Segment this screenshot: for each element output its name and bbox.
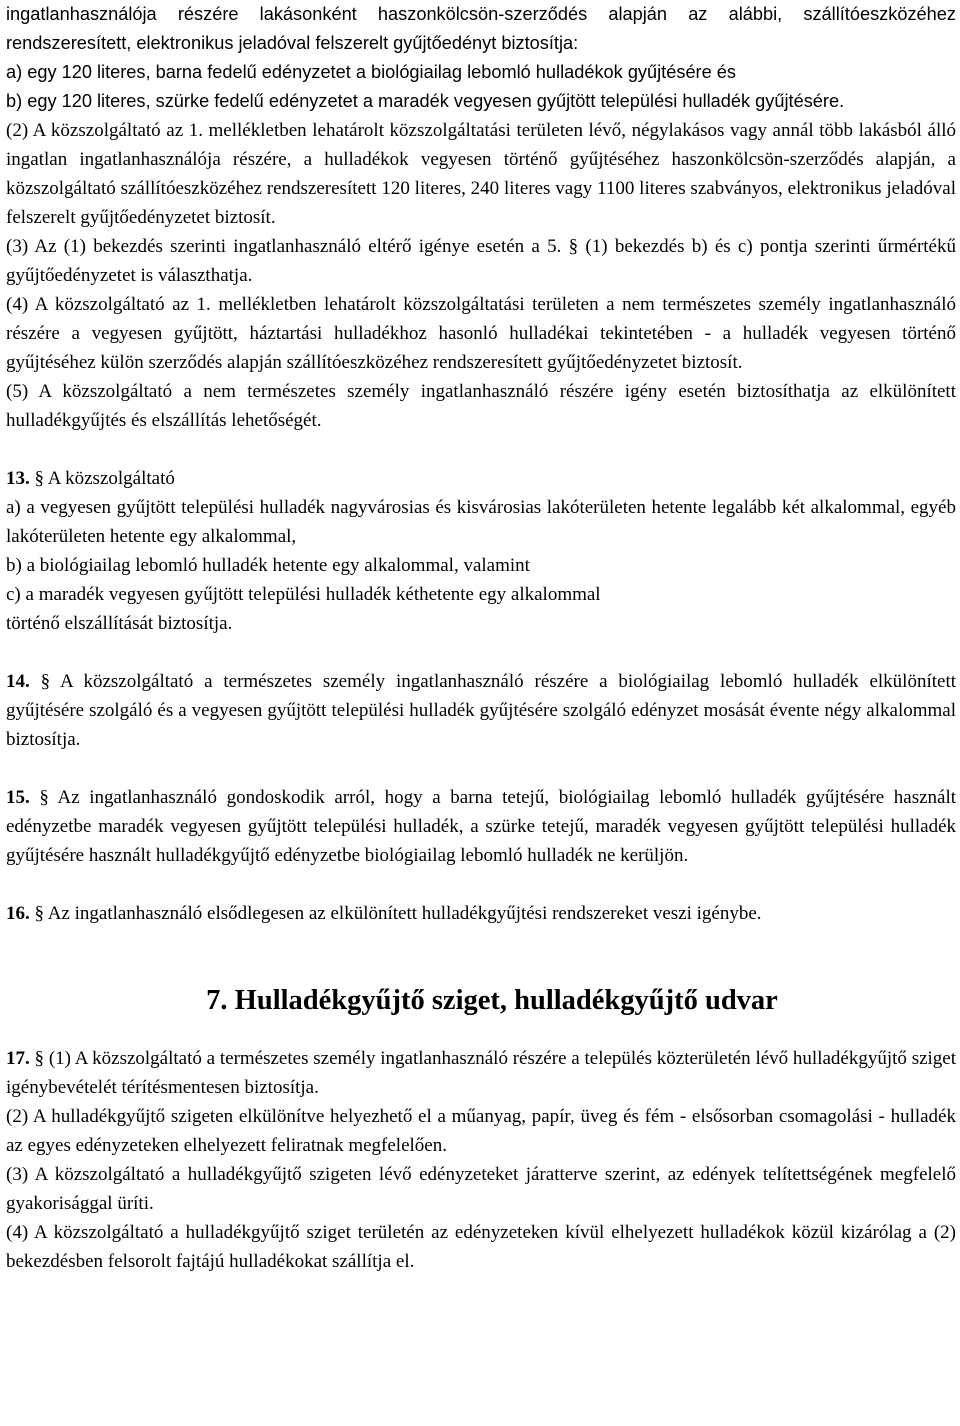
section-15	[6, 783, 956, 870]
paragraph-3: (3) Az (1) bekezdés szerinti ingatlanhasználó eltérő igénye esetén a 5. § (1) bekezdés b) és c) pontja szerinti űrmértékű gyűjtőedényzetet is választhatja.	[6, 236, 956, 286]
section-17-p2: (2) A hulladékgyűjtő szigeten elkülönítve helyezhető el a műanyag, papír, üveg és fém - elsősorban csomagolási - hulladék az egyes edényzeteken elhelyezett feliratnak megfelelően.	[6, 1106, 956, 1156]
section-text: Az ingatlanhasználó gondoskodik arról, hogy a barna tetejű, biológiailag lebomló hulladék gyűjtésére használt edényzetbe maradék vegyesen gyűjtött települési hulladék, a szürke tetejű, maradék vegyesen gyűjtött települési hulladék gyűjtésére használt hulladékgyűjtő edényzetbe biológiailag lebomló hulladék ne kerüljön.	[6, 787, 957, 866]
paragraph-2: (2) A közszolgáltató az 1. mellékletben lehatárolt közszolgáltatási területen lévő, négylakásos vagy annál több lakásból álló ingatlan ingatlanhasználója részére, a hulladékok vegyesen történő gyűjtéséhez haszonkölcsön-szerződés alapján, a közszolgáltató szállítóeszközéhez rendszeresített 120 literes, 240 literes vagy 1100 literes szabványos, elektronikus jeladóval felszerelt gyűjtőedényzetet biztosít.	[6, 120, 956, 228]
chapter-heading: 7. Hulladékgyűjtő sziget, hulladékgyűjtő udvar	[206, 985, 778, 1016]
section-sign: §	[39, 787, 49, 808]
section-15-text	[6, 783, 956, 870]
section-17-p3: (3) A közszolgáltató a hulladékgyűjtő szigeten lévő edényzeteket járatterve szerint, az edények telítettségének megfelelő gyakorisággal üríti.	[6, 1164, 956, 1214]
section-13-end: történő elszállítását biztosítja.	[6, 613, 233, 634]
block-sans	[6, 0, 956, 116]
section-14-text	[6, 667, 956, 754]
section-sign: §	[34, 1048, 45, 1069]
list-item-c: c) a maradék vegyesen gyűjtött települési hulladék kéthetente egy alkalommal	[6, 584, 601, 605]
section-16-text	[6, 899, 956, 928]
section-16	[6, 899, 956, 928]
section-number: 15.	[6, 787, 30, 808]
list-item-b: b) a biológiailag lebomló hulladék hetente egy alkalommal, valamint	[6, 555, 530, 576]
paragraph-4: (4) A közszolgáltató az 1. mellékletben lehatárolt közszolgáltatási területen a nem természetes személy ingatlanhasználó részére a vegyesen gyűjtött, háztartási hulladékhoz hasonló hulladékai tekintetében - a hulladék vegyesen történő gyűjtéséhez külön szerződés alapján szállítóeszközéhez rendszeresített gyűjtőedényzetet biztosít.	[6, 294, 956, 373]
section-13	[6, 464, 956, 638]
section-text: (1) A közszolgáltató a természetes személy ingatlanhasználó részére a település közterületén lévő hulladékgyűjtő sziget igénybevételét térítésmentesen biztosítja.	[6, 1048, 957, 1098]
section-text: A közszolgáltató a természetes személy ingatlanhasználó részére a biológiailag lebomló hulladék elkülönített gyűjtésére szolgáló és a vegyesen gyűjtött települési hulladék gyűjtésére szolgáló edényzet mosását évente négy alkalommal biztosítja.	[6, 671, 957, 750]
section-number: 13.	[6, 468, 30, 489]
paragraph-intro: ingatlanhasználója részére lakásonként haszonkölcsön-szerződés alapján az alábbi, szállítóeszközéhez rendszeresített, elektronikus jeladóval felszerelt gyűjtőedényt biztosítja:	[6, 4, 956, 53]
list-item-a: a) a vegyesen gyűjtött települési hulladék nagyvárosias és kisvárosias lakóterületen hetente legalább két alkalommal, egyéb lakóterületen hetente egy alkalommal,	[6, 497, 956, 547]
section-number: 17.	[6, 1048, 30, 1069]
section-17-p4: (4) A közszolgáltató a hulladékgyűjtő sziget területén az edényzeteken kívül elhelyezett hulladékok közül kizárólag a (2) bekezdésben felsorolt fajtájú hulladékokat szállítja el.	[6, 1222, 956, 1272]
section-sign: §	[34, 903, 44, 924]
section-14	[6, 667, 956, 754]
block-serif	[6, 116, 956, 435]
list-item-b: b) egy 120 literes, szürke fedelű edényzetet a maradék vegyesen gyűjtött települési hulladék gyűjtésére.	[6, 91, 845, 111]
paragraph-5: (5) A közszolgáltató a nem természetes személy ingatlanhasználó részére igény esetén biztosíthatja az elkülönített hulladékgyűjtés és elszállítás lehetőségét.	[6, 381, 956, 431]
section-sign: §	[40, 671, 51, 692]
list-item-a: a) egy 120 literes, barna fedelű edényzetet a biológiailag lebomló hulladékok gyűjtésére és	[6, 62, 736, 82]
section-17-p1	[6, 1044, 956, 1102]
section-number: 14.	[6, 671, 30, 692]
section-13-lead	[6, 464, 956, 493]
section-sign: §	[34, 468, 44, 489]
section-text: A közszolgáltató	[47, 468, 175, 489]
section-number: 16.	[6, 903, 30, 924]
section-17	[6, 1044, 956, 1276]
section-text: Az ingatlanhasználó elsődlegesen az elkülönített hulladékgyűjtési rendszereket veszi igénybe.	[47, 903, 762, 924]
